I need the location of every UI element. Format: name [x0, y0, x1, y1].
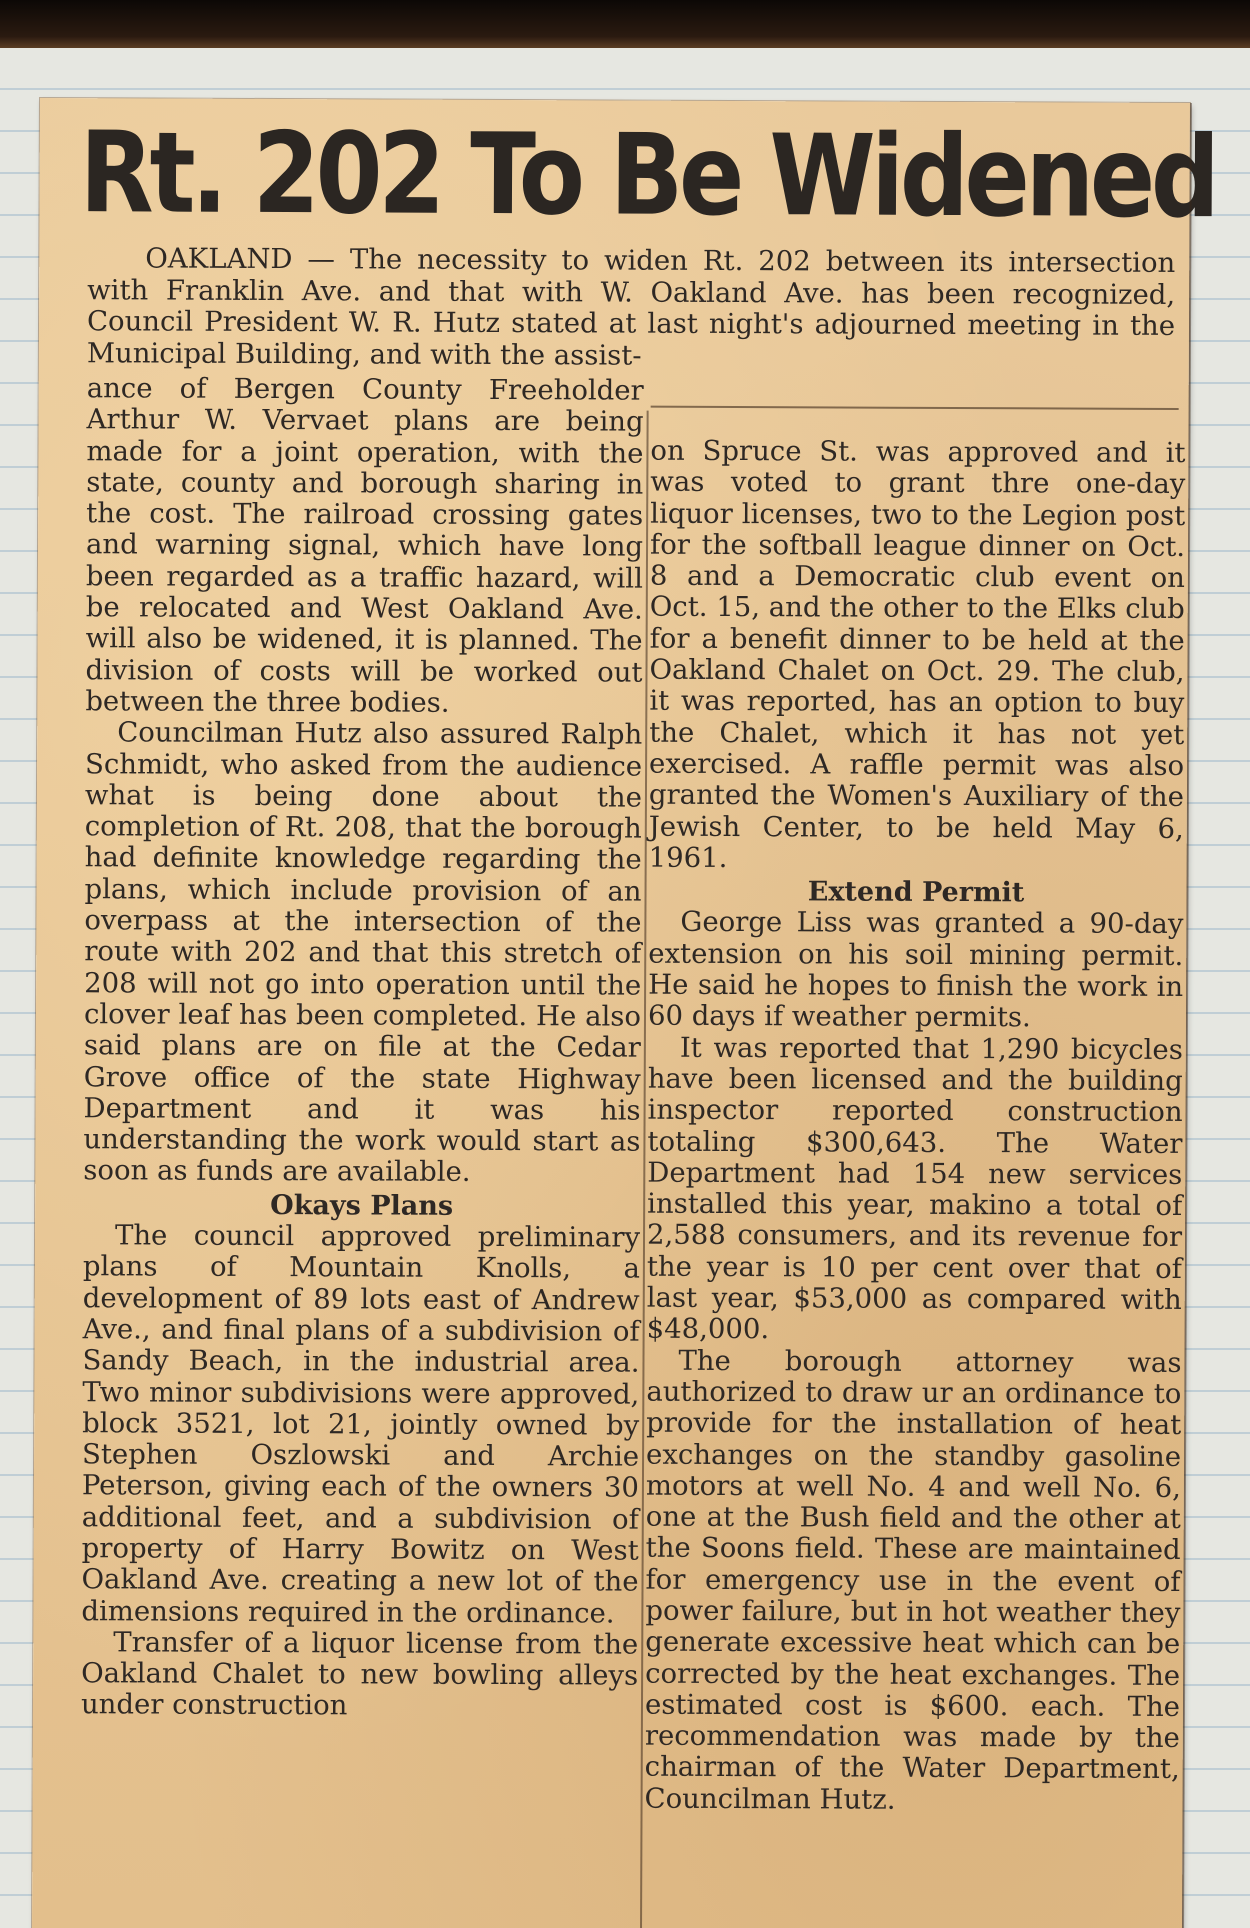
headline: Rt. 202 To Be Widened	[79, 108, 1216, 244]
lede-paragraph: OAKLAND — The necessity to widen Rt. 202 between its intersection with Franklin Ave. and that with W. Oakland Ave. has been recognized, Council President W. R. Hutz stated at last night's adjourned meeting in the Municipal Building, and with the assist-	[86, 242, 1176, 372]
scan-top-border	[0, 0, 1250, 52]
right-paragraph-1: on Spruce St. was approved and it was voted to grant thre one-day liquor licenses, two to the Legion post for the softball league dinner on Oct. 8 and a Democratic club event on Oct. 15, and the other to the Elks club for a benefit dinner to be held at the Oakland Chalet on Oct. 29. The club, it was reported, has an option to buy the Chalet, which it has not yet exercised. A raffle permit was also granted the Women's Auxiliary of the Jewish Center, to be held May 6, 1961.	[648, 434, 1186, 874]
left-paragraph-3: The council approved preliminary plans of Mountain Knolls, a development of 89 lots east of Andrew Ave., and final plans of a subdivision of Sandy Beach, in the industrial area. Two minor subdivisions were approved, block 3521, lot 21, jointly owned by Stephen Oszlowski and Archie Peterson, giving each of the owners 30 additional feet, and a subdivision of property of Harry Bowitz on West Oakland Ave. creating a new lot of the dimensions required in the ordinance.	[81, 1219, 641, 1630]
left-paragraph-2: Councilman Hutz also assured Ralph Schmidt, who asked from the audience what is being done about the completion of Rt. 208, that the borough had definite knowledge regarding the plans, which include provision of an overpass at the intersection of the route with 202 and that this stretch of 208 will not go into operation until the clover leaf has been completed. He also said plans are on file at the Cedar Grove office of the state Highway Department and it was his understanding the work would start as soon as funds are available.	[83, 716, 643, 1189]
subhead-okays-plans: Okays Plans	[270, 1189, 454, 1222]
newspaper-clipping	[32, 98, 1216, 1928]
right-paragraph-4: The borough attorney was authorized to draw ur an ordinance to provide for the installation of heat exchanges on the standby gasoline motors at well No. 4 and well No. 6, one at the Bush field and the other at the Soons field. These are maintained for emergency use in the event of power failure, but in hot weather they generate excessive heat which can be corrected by the heat exchanges. The estimated cost is $600. each. The recommendation was made by the chairman of the Water Department, Councilman Hutz.	[644, 1344, 1182, 1816]
clipping-edge-rule	[1182, 103, 1192, 1928]
right-column	[645, 436, 1186, 1817]
left-paragraph-4: Transfer of a liquor license from the Oakland Chalet to new bowling alleys under construction	[80, 1626, 639, 1722]
left-paragraph-1: ance of Bergen County Freeholder Arthur W. Vervaet plans are being made for a joint operation, with the state, county and borough sharing in the cost. The railroad crossing gates and warning signal, which have long been regarded as a traffic hazard, will be relocated and West Oakland Ave. will also be widened, it is planned. The division of costs will be worked out between the three bodies.	[85, 372, 644, 719]
left-column	[81, 373, 644, 1723]
right-paragraph-3: It was reported that 1,290 bicycles have been licensed and the building inspector reported construction totaling $300,643. The Water Department had 154 new services installed this year, makino a total of 2,588 consumers, and its revenue for the year is 10 per cent over that of last year, $53,000 as compared with $48,000.	[646, 1031, 1183, 1346]
right-paragraph-2: George Liss was granted a 90-day extension on his soil mining permit. He said he hopes to finish the work in 60 days if weather permits.	[647, 906, 1184, 1034]
subhead-extend-permit: Extend Permit	[807, 876, 1025, 909]
notebook-page	[0, 48, 1250, 1928]
column-top-rule	[651, 406, 1179, 410]
